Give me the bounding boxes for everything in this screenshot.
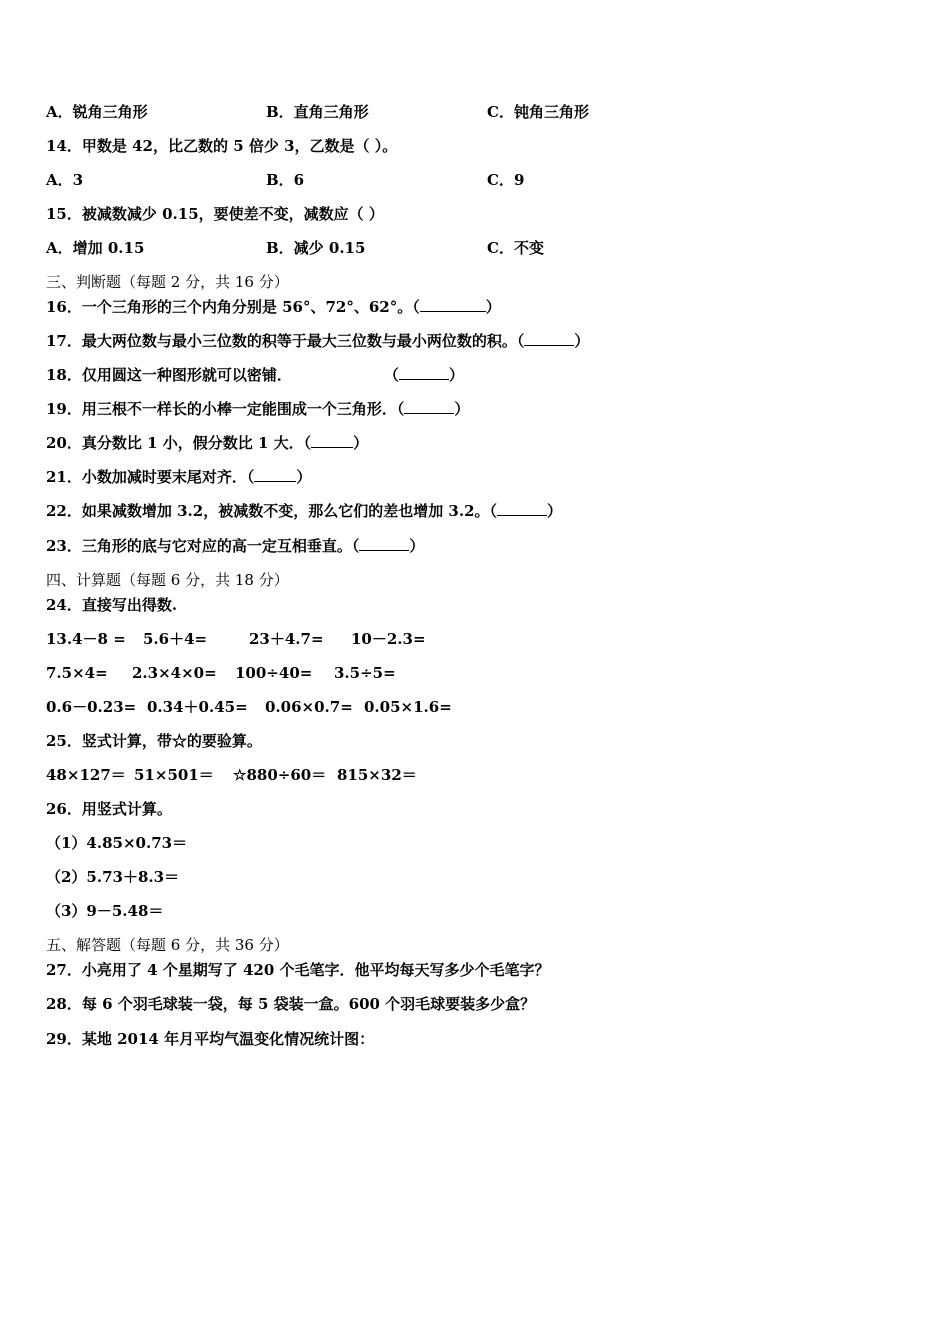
q13-option-b: B．直角三角形 [266, 103, 369, 121]
q15-option-a: A．增加 0.15 [46, 239, 145, 257]
section-3-heading: 三、判断题（每题 2 分，共 16 分） [46, 273, 289, 291]
calc-3-1: 0.6－0.23= [46, 698, 137, 716]
q25-item-4: 815×32＝ [337, 766, 417, 784]
q25-text: 25．竖式计算，带☆的要验算。 [46, 732, 262, 750]
q17-answer-blank[interactable] [524, 331, 574, 346]
q21-text: 21．小数加减时要末尾对齐．（ [46, 468, 255, 486]
q21-close: ） [296, 468, 312, 486]
q19-close: ） [454, 400, 470, 418]
q20 [46, 433, 368, 453]
q19-text: 19．用三根不一样长的小棒一定能围成一个三角形．（ [46, 400, 405, 418]
q22-close: ） [547, 502, 563, 520]
calc-3-3: 0.06×0.7= [265, 698, 353, 716]
calc-2-2: 2.3×4×0= [132, 664, 217, 682]
q21-answer-blank[interactable] [254, 467, 296, 482]
q16-close: ） [485, 298, 501, 316]
q18-open: （ [383, 366, 399, 384]
q18 [46, 365, 464, 385]
q28-text: 28．每 6 个羽毛球装一袋，每 5 袋装一盒。600 个羽毛球要装多少盒？ [46, 995, 536, 1013]
q25-item-3: ☆880÷60＝ [233, 766, 327, 784]
q19-answer-blank[interactable] [404, 399, 454, 414]
q25-item-2: 51×501＝ [134, 766, 214, 784]
q23 [46, 536, 424, 556]
q22 [46, 501, 562, 521]
calc-1-2: 5.6＋4= [143, 630, 208, 648]
q18-text: 18．仅用圆这一种图形就可以密铺． [46, 366, 292, 384]
q23-text: 23．三角形的底与它对应的高一定互相垂直。（ [46, 537, 360, 555]
q14-option-c: C．9 [487, 171, 525, 189]
q26-item-3: （3）9－5.48＝ [46, 902, 164, 920]
calc-2-1: 7.5×4= [46, 664, 108, 682]
q14-option-b: B．6 [266, 171, 305, 189]
q26-text: 26．用竖式计算。 [46, 800, 172, 818]
q23-answer-blank[interactable] [359, 536, 409, 551]
calc-1-4: 10－2.3= [351, 630, 426, 648]
q13-option-c: C．钝角三角形 [487, 103, 589, 121]
q17-text: 17．最大两位数与最小三位数的积等于最大三位数与最小两位数的积。（ [46, 332, 525, 350]
q15-option-b: B．减少 0.15 [266, 239, 366, 257]
q22-text: 22．如果减数增加 3.2，被减数不变，那么它们的差也增加 3.2。（ [46, 502, 498, 520]
q20-answer-blank[interactable] [311, 433, 353, 448]
q17 [46, 331, 589, 351]
q20-close: ） [353, 434, 369, 452]
q16-text: 16．一个三角形的三个内角分别是 56°、72°、62°。（ [46, 298, 420, 316]
q16-answer-blank[interactable] [420, 297, 486, 312]
q29-text: 29．某地 2014 年月平均气温变化情况统计图： [46, 1030, 375, 1048]
q21 [46, 467, 311, 487]
q25-item-1: 48×127＝ [46, 766, 126, 784]
q18-answer-blank[interactable] [399, 365, 449, 380]
q24-text: 24．直接写出得数. [46, 596, 178, 614]
q14-text: 14．甲数是 42，比乙数的 5 倍少 3，乙数是（ ）。 [46, 137, 398, 155]
q20-text: 20．真分数比 1 小，假分数比 1 大．（ [46, 434, 312, 452]
q13-option-a: A．锐角三角形 [46, 103, 148, 121]
q22-answer-blank[interactable] [497, 501, 547, 516]
calc-2-4: 3.5÷5= [334, 664, 396, 682]
q14-option-a: A．3 [46, 171, 84, 189]
section-5-heading: 五、解答题（每题 6 分，共 36 分） [46, 936, 289, 954]
calc-1-3: 23＋4.7= [249, 630, 324, 648]
q17-close: ） [574, 332, 590, 350]
calc-2-3: 100÷40= [235, 664, 313, 682]
q16 [46, 297, 501, 317]
calc-3-4: 0.05×1.6= [364, 698, 452, 716]
calc-3-2: 0.34＋0.45= [147, 698, 248, 716]
q15-text: 15．被减数减少 0.15，要使差不变，减数应（ ） [46, 205, 384, 223]
q27-text: 27．小亮用了 4 个星期写了 420 个毛笔字．他平均每天写多少个毛笔字？ [46, 961, 550, 979]
section-4-heading: 四、计算题（每题 6 分，共 18 分） [46, 571, 289, 589]
q23-close: ） [409, 537, 425, 555]
calc-1-1: 13.4－8 = [46, 630, 126, 648]
q15-option-c: C．不变 [487, 239, 544, 257]
q19 [46, 399, 469, 419]
q26-item-2: （2）5.73＋8.3＝ [46, 868, 180, 886]
q26-item-1: （1）4.85×0.73＝ [46, 834, 188, 852]
q18-close: ） [448, 366, 464, 384]
